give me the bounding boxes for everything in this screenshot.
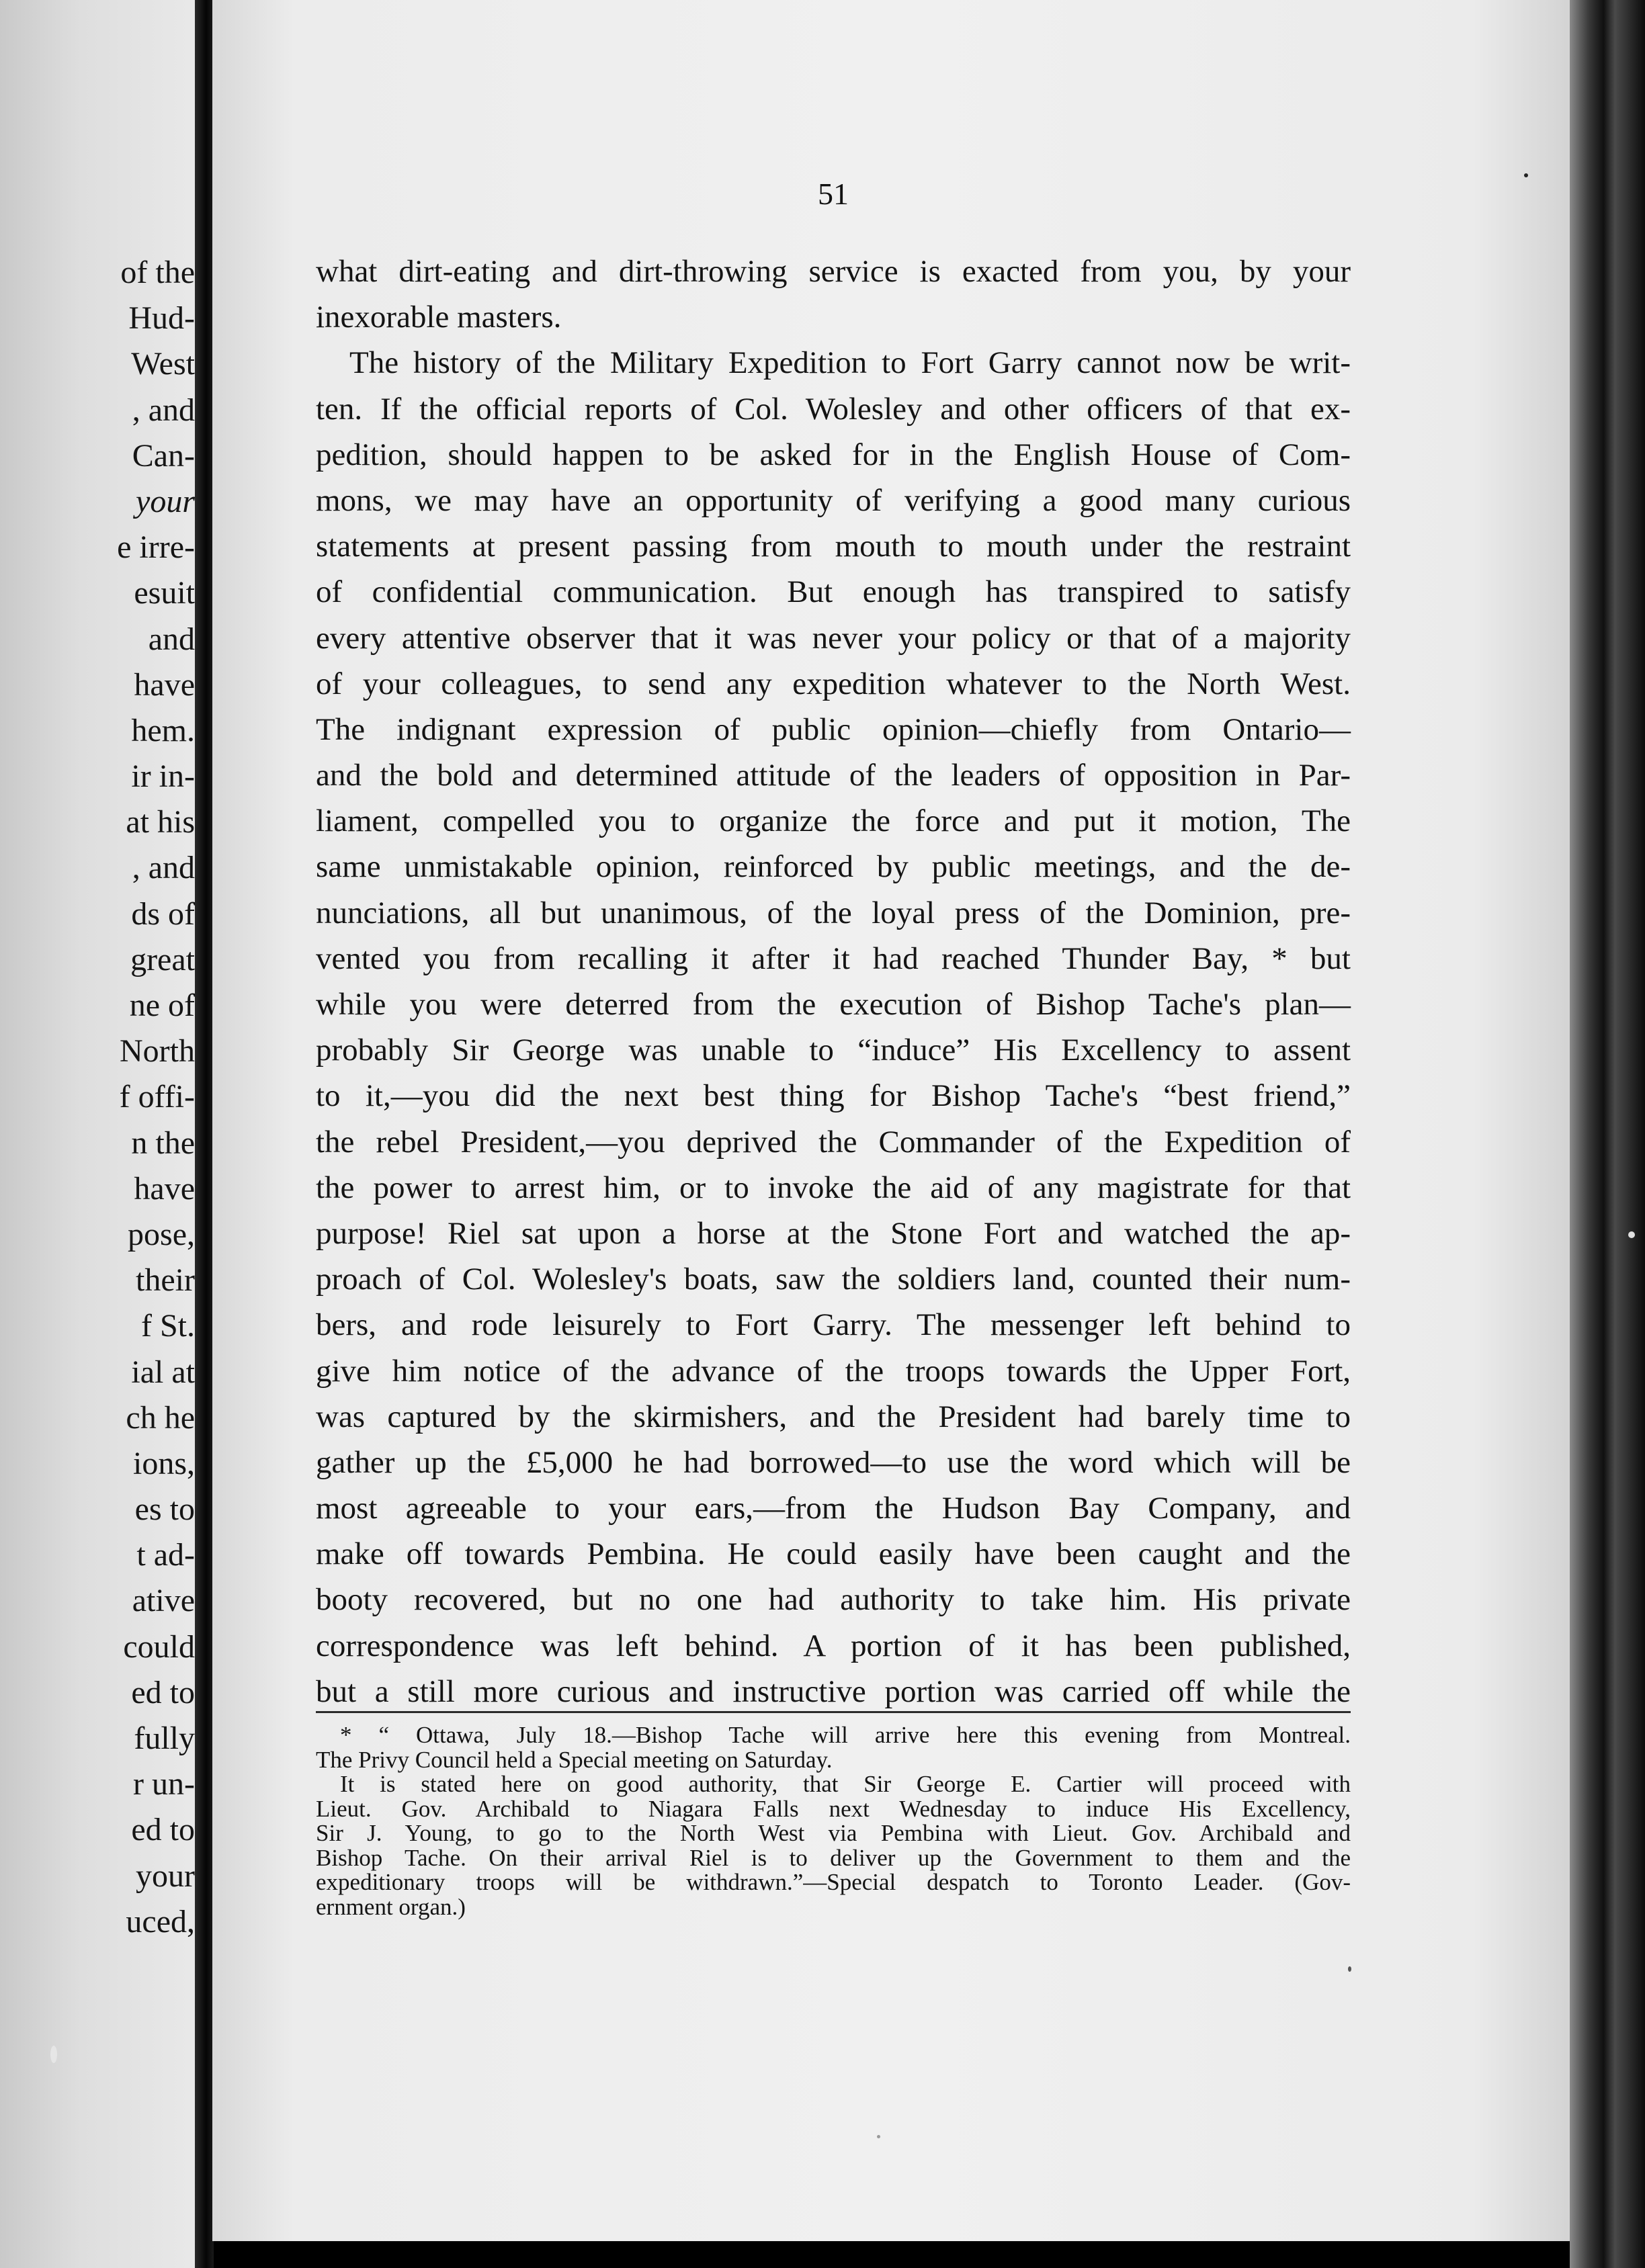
text-line: proach of Col. Wolesley's boats, saw the soldiers land, counted their num- (316, 1262, 1351, 1297)
text-line: while you were deterred from the execution of Bishop Tache's plan— (316, 987, 1351, 1022)
fragment-line: West (131, 346, 195, 382)
fragment-line: es to (134, 1491, 195, 1528)
footnote-line: It is stated here on good authority, that Sir George E. Cartier will proceed with (340, 1771, 1351, 1797)
fragment-line: n the (131, 1125, 195, 1161)
fragment-line: Hud- (128, 300, 195, 337)
text-line: vented you from recalling it after it had reached Thunder Bay, * but (316, 941, 1351, 976)
text-line: the power to arrest him, or to invoke the aid of any magistrate for that (316, 1170, 1351, 1205)
fragment-line: have (134, 666, 195, 703)
scan-speck (877, 2135, 880, 2138)
fragment-line: Can- (132, 437, 195, 474)
scan-speck (1348, 1966, 1351, 1972)
previous-page-sliver (0, 0, 202, 2268)
fragment-line: ed to (131, 1674, 195, 1710)
scan-speck (1524, 173, 1528, 177)
footnote-line: Sir J. Young, to go to the North West via Pembina with Lieut. Gov. Archibald and (316, 1820, 1351, 1846)
fragment-line: their (136, 1262, 195, 1299)
fragment-line: esuit (134, 575, 195, 611)
text-line: what dirt-eating and dirt-throwing service is exacted from you, by your (316, 254, 1351, 289)
text-line: bers, and rode leisurely to Fort Garry. The messenger left behind to (316, 1307, 1351, 1343)
footnote-line: * “ Ottawa, July 18.—Bishop Tache will arrive here this evening from Montreal. (340, 1722, 1351, 1748)
fragment-line: fully (134, 1720, 195, 1756)
fragment-line: great (130, 941, 195, 977)
text-line: mons, we may have an opportunity of verifying a good many curious (316, 482, 1351, 518)
text-line: correspondence was left behind. A portion of it has been published, (316, 1628, 1351, 1663)
text-line: ten. If the official reports of Col. Wolesley and other officers of that ex- (316, 391, 1351, 427)
footnote-rule (316, 1711, 1351, 1713)
fragment-line: uced, (126, 1903, 195, 1939)
fragment-line: , and (132, 850, 195, 886)
previous-page-text-fragments (34, 250, 195, 1945)
fragment-line: ions, (132, 1445, 195, 1481)
text-line: booty recovered, but no one had authority to take him. His private (316, 1582, 1351, 1618)
fragment-line: and (148, 621, 195, 657)
fragment-line (34, 479, 195, 525)
text-line: every attentive observer that it was never your policy or that of a majority (316, 620, 1351, 656)
text-line: The history of the Military Expedition to Fort Garry cannot now be writ- (349, 345, 1351, 381)
fragment-line: ne of (129, 988, 195, 1023)
text-line: inexorable masters. (316, 300, 562, 335)
fragment-line: ed to (131, 1812, 195, 1848)
fragment-line: ative (132, 1583, 195, 1619)
text-line: to it,—you did the next best thing for Bishop Tache's “best friend,” (316, 1078, 1351, 1114)
fragment-line: ch he (126, 1399, 195, 1436)
fragment-line: r un- (133, 1766, 195, 1802)
footnote (316, 1723, 1351, 1919)
fragment-line: North (120, 1033, 195, 1070)
footnote-line: Lieut. Gov. Archibald to Niagara Falls next Wednesday to induce His Excellency, (316, 1795, 1351, 1822)
text-line: statements at present passing from mouth to mouth under the restraint (316, 529, 1351, 564)
fragment-line: ds of (131, 896, 195, 932)
text-line: probably Sir George was unable to “induce” His Excellency to assent (316, 1033, 1351, 1068)
fragment-line: of the (120, 255, 195, 290)
text-line: pedition, should happen to be asked for in the English House of Com- (316, 437, 1351, 472)
footnote-line: ernment organ.) (316, 1893, 466, 1920)
footnote-line: The Privy Council held a Special meeting on Saturday. (316, 1746, 833, 1773)
text-line: give him notice of the advance of the troops towards the Upper Fort, (316, 1353, 1351, 1389)
fragment-line: could (123, 1628, 195, 1665)
text-line: The indignant expression of public opinion—chiefly from Ontario— (316, 711, 1351, 747)
footnote-line: Bishop Tache. On their arrival Riel is to deliver up the Government to them and the (316, 1844, 1351, 1871)
fragment-line: t ad- (136, 1537, 195, 1573)
text-line: of your colleagues, to send any expedition whatever to the North West. (316, 666, 1351, 701)
text-line: most agreeable to your ears,—from the Hudson Bay Company, and (316, 1491, 1351, 1526)
fragment-line: ial at (131, 1354, 195, 1390)
text-line: purpose! Riel sat upon a horse at the Stone Fort and watched the ap- (316, 1215, 1351, 1251)
fragment-line: f St. (140, 1308, 195, 1344)
footnote-line: expeditionary troops will be withdrawn.”—Special despatch to Toronto Leader. (Gov- (316, 1869, 1351, 1895)
scan-speck (1628, 1231, 1635, 1238)
text-line: gather up the £5,000 he had borrowed—to use the word which will be (316, 1444, 1351, 1480)
text-line: liament, compelled you to organize the force and put it motion, The (316, 803, 1351, 839)
fragment-line: at his (126, 804, 195, 840)
fragment-line: , and (132, 392, 195, 428)
body-text (316, 249, 1351, 1714)
fragment-line: have (134, 1170, 195, 1207)
book-gutter (195, 0, 214, 2268)
text-line: but a still more curious and instructive portion was carried off while the (316, 1673, 1351, 1709)
text-line: was captured by the skirmishers, and the President had barely time to (316, 1399, 1351, 1434)
text-line: the rebel President,—you deprived the Commander of the Expedition of (316, 1124, 1351, 1160)
fragment-line: ir in- (131, 758, 195, 795)
fragment-line: f offi- (119, 1079, 195, 1115)
fragment-line: pose, (128, 1216, 195, 1252)
page-edge (1570, 0, 1645, 2268)
scan-speck (50, 2046, 57, 2063)
fragment-line: hem. (131, 712, 195, 748)
text-line: nunciations, all but unanimous, of the loyal press of the Dominion, pre- (316, 895, 1351, 930)
text-line: same unmistakable opinion, reinforced by public meetings, and the de- (316, 849, 1351, 885)
fragment-line: your (136, 1858, 195, 1894)
text-line: and the bold and determined attitude of the leaders of opposition in Par- (316, 758, 1351, 793)
fragment-line: e irre- (117, 529, 195, 566)
fragment-italic: your (136, 483, 195, 519)
text-line: of confidential communication. But enough has transpired to satisfy (316, 574, 1351, 610)
page-number: 51 (818, 177, 849, 211)
text-line: make off towards Pembina. He could easily have been caught and the (316, 1536, 1351, 1572)
